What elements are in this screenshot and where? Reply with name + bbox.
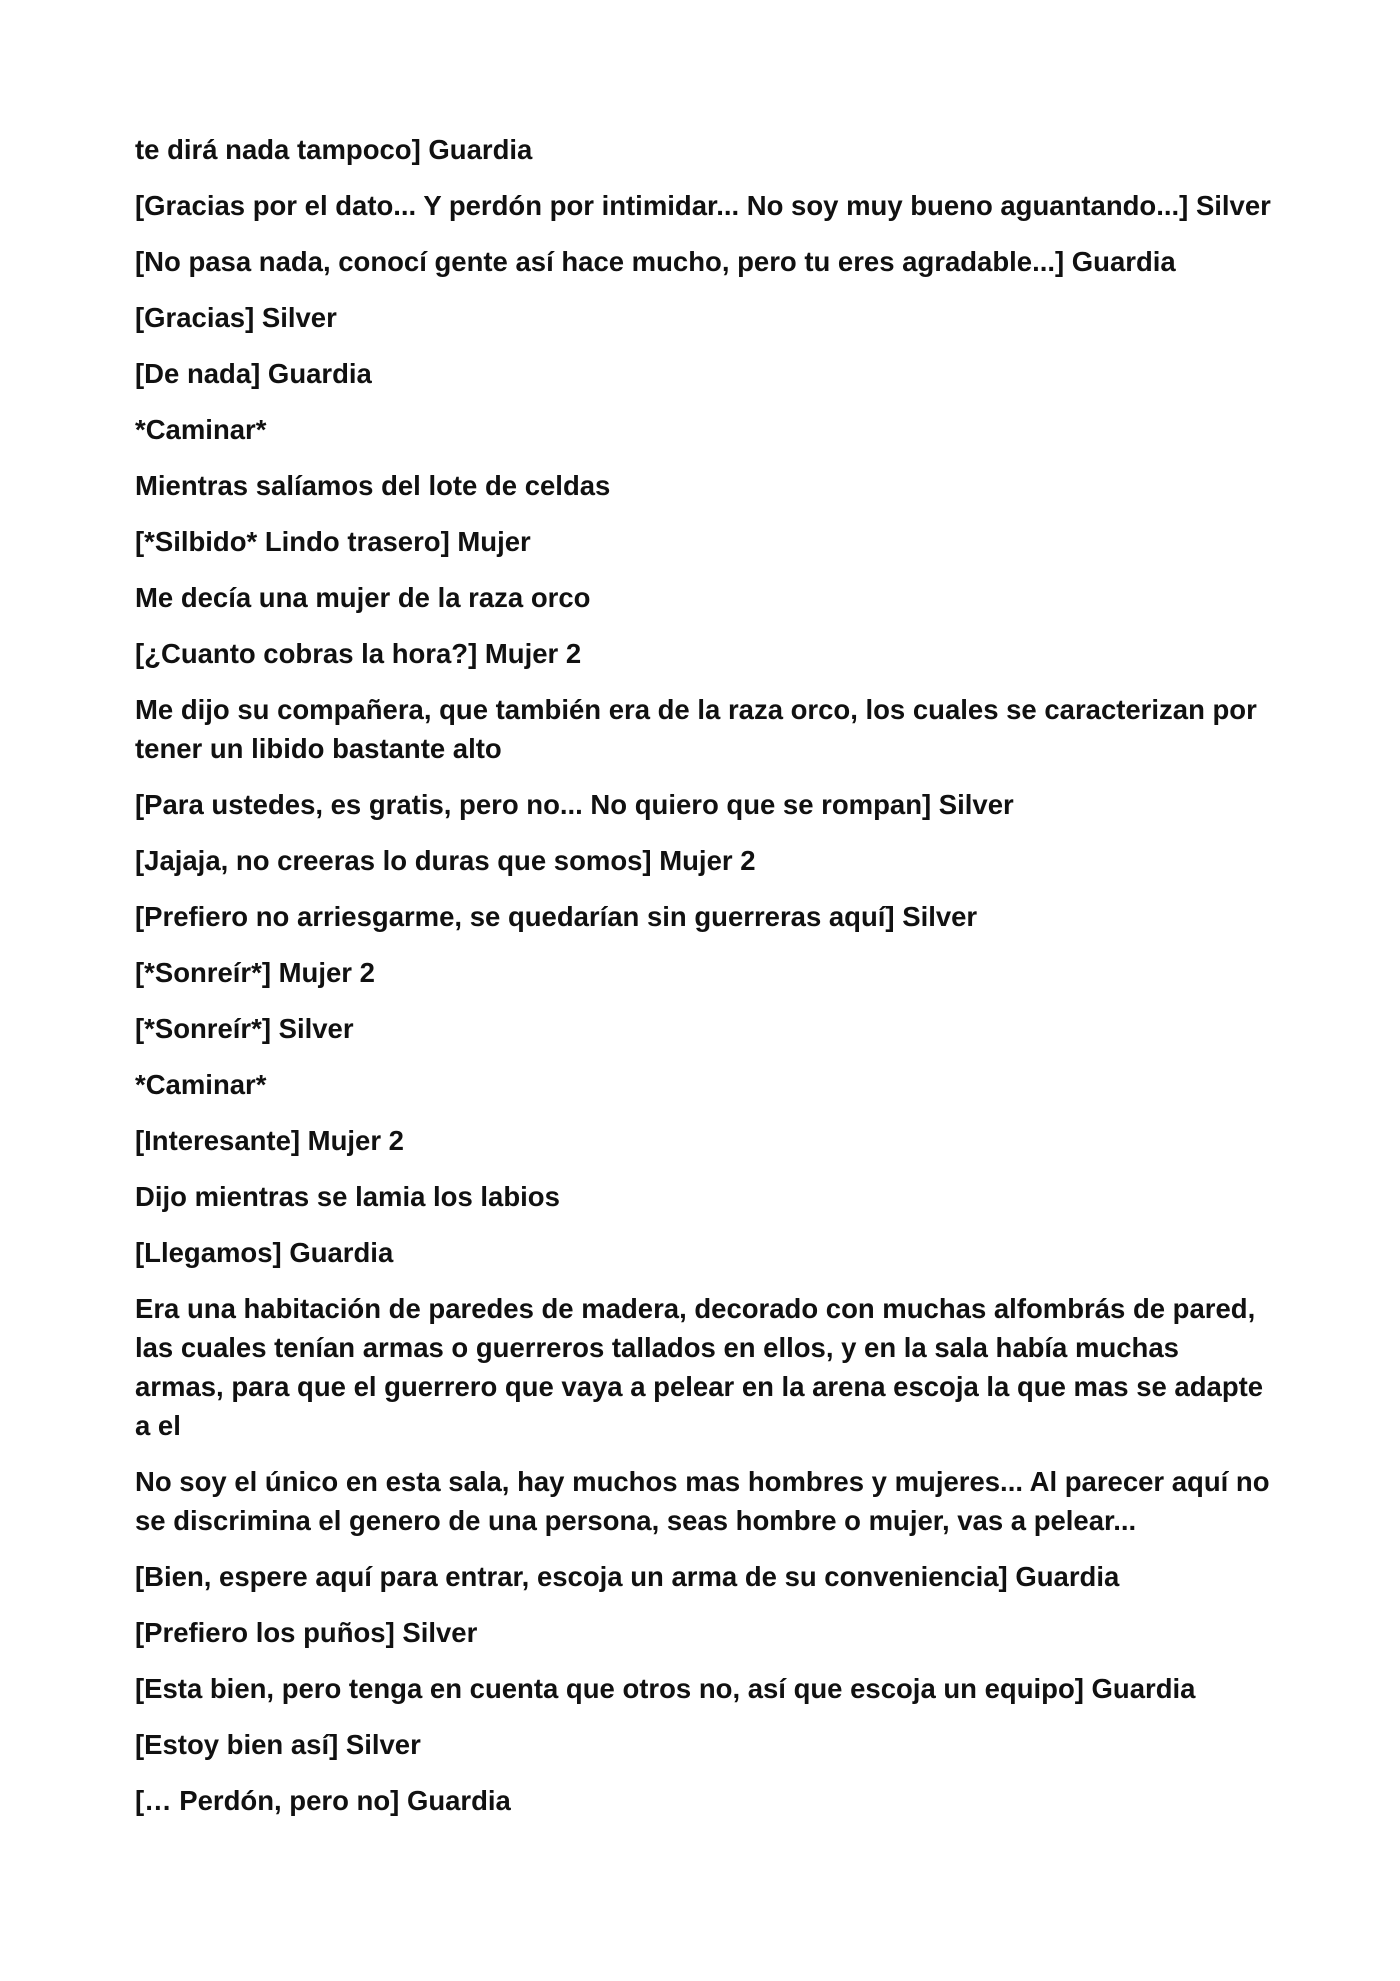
- paragraph: [Llegamos] Guardia: [135, 1237, 394, 1268]
- paragraph: [Prefiero los puños] Silver: [135, 1617, 478, 1648]
- paragraph: [Bien, espere aquí para entrar, escoja un arma de su conveniencia] Guardia: [135, 1561, 1120, 1592]
- paragraph: [Gracias] Silver: [135, 302, 337, 333]
- story-text: [135, 130, 1275, 1837]
- paragraph: [*Sonreír*] Mujer 2: [135, 957, 375, 988]
- paragraph: [Esta bien, pero tenga en cuenta que otros no, así que escoja un equipo] Guardia: [135, 1673, 1196, 1704]
- paragraph: Me dijo su compañera, que también era de la raza orco, los cuales se caracterizan por tener un libido bastante alto: [135, 694, 1257, 764]
- paragraph: [Prefiero no arriesgarme, se quedarían sin guerreras aquí] Silver: [135, 901, 978, 932]
- paragraph: [Para ustedes, es gratis, pero no... No quiero que se rompan] Silver: [135, 789, 1014, 820]
- paragraph: [*Sonreír*] Silver: [135, 1013, 354, 1044]
- paragraph: Dijo mientras se lamia los labios: [135, 1181, 560, 1212]
- paragraph: Mientras salíamos del lote de celdas: [135, 470, 611, 501]
- paragraph: [*Silbido* Lindo trasero] Mujer: [135, 526, 531, 557]
- paragraph: [… Perdón, pero no] Guardia: [135, 1785, 511, 1816]
- paragraph: [¿Cuanto cobras la hora?] Mujer 2: [135, 638, 582, 669]
- paragraph: No soy el único en esta sala, hay muchos mas hombres y mujeres... Al parecer aquí no se discrimina el genero de una persona, seas hombre o mujer, vas a pelear...: [135, 1466, 1270, 1536]
- paragraph: [No pasa nada, conocí gente así hace mucho, pero tu eres agradable...] Guardia: [135, 246, 1176, 277]
- paragraph: *Caminar*: [135, 1069, 267, 1100]
- paragraph: Era una habitación de paredes de madera, decorado con muchas alfombrás de pared, las cuales tenían armas o guerreros tallados en ellos, y en la sala había muchas armas, para que el guerrero que vaya a pelear en la arena escoja la que mas se adapte a el: [135, 1293, 1264, 1441]
- paragraph: *Caminar*: [135, 414, 267, 445]
- paragraph: Me decía una mujer de la raza orco: [135, 582, 591, 613]
- paragraph: [Jajaja, no creeras lo duras que somos] Mujer 2: [135, 845, 756, 876]
- paragraph: [Interesante] Mujer 2: [135, 1125, 404, 1156]
- paragraph: [De nada] Guardia: [135, 358, 372, 389]
- paragraph: te dirá nada tampoco] Guardia: [135, 134, 533, 165]
- paragraph: [Gracias por el dato... Y perdón por intimidar... No soy muy bueno aguantando...] Silver: [135, 190, 1271, 221]
- paragraph: [Estoy bien así] Silver: [135, 1729, 421, 1760]
